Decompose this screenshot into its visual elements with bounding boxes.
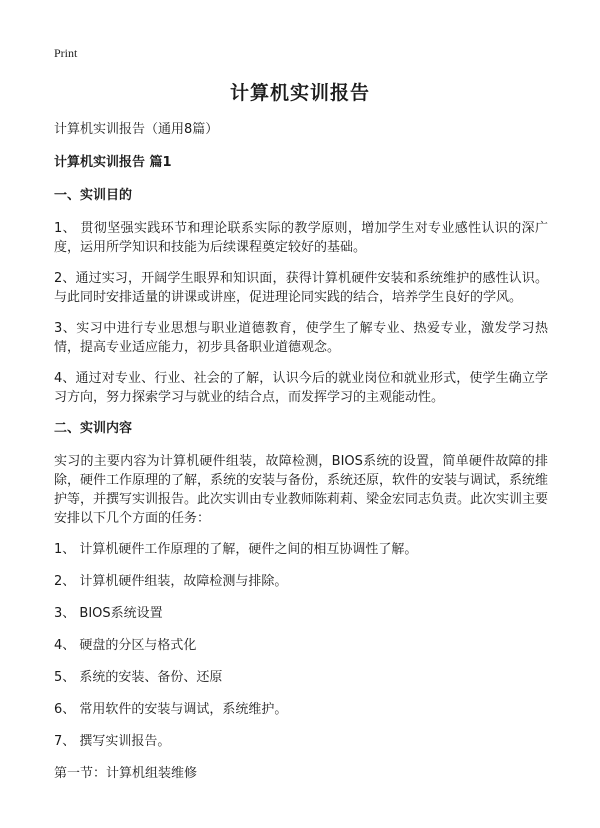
document-subtitle: 计算机实训报告（通用8篇）	[54, 122, 219, 137]
page-title: 计算机实训报告	[229, 82, 370, 104]
heading-purpose: 一、实训目的	[54, 188, 133, 203]
task-item-5: 5、 系统的安装、备份、还原	[54, 670, 223, 685]
task-item-1: 1、 计算机硬件工作原理的了解，硬件之间的相互协调性了解。	[54, 542, 418, 557]
section-heading-1: 第一节：计算机组装维修	[54, 766, 198, 781]
heading-content: 二、实训内容	[54, 421, 133, 436]
task-item-4: 4、 硬盘的分区与格式化	[54, 638, 197, 653]
purpose-paragraph-4: 4、通过对专业、行业、社会的了解，认识今后的就业岗位和就业形式，使学生确立学习方向，努力探索学习与就业的结合点，而发挥学习的主观能动性。	[54, 371, 548, 405]
content-intro-paragraph: 实习的主要内容为计算机硬件组装，故障检测，BIOS系统的设置，简单硬件故障的排除，硬件工作原理的了解，系统的安装与备份，系统还原，软件的安装与调试，系统维护等，并撰写实训报告。此次实训由专业教师陈莉莉、梁金宏同志负责。此次实训主要安排以下几个方面的任务：	[54, 454, 549, 526]
section-title: 计算机实训报告 篇1	[54, 155, 172, 170]
print-link[interactable]: Print	[54, 46, 78, 60]
task-item-2: 2、 计算机硬件组装，故障检测与排除。	[54, 574, 288, 589]
document-body	[54, 120, 548, 796]
purpose-paragraph-1: 1、 贯彻坚强实践环节和理论联系实际的教学原则，增加学生对专业感性认识的深广度，运用所学知识和技能为后续课程奠定较好的基础。	[54, 221, 548, 255]
task-item-6: 6、 常用软件的安装与调试，系统维护。	[54, 702, 288, 717]
purpose-paragraph-3: 3、实习中进行专业思想与职业道德教育，使学生了解专业、热爱专业，激发学习热情，提高专业适应能力，初步具备职业道德观念。	[54, 321, 548, 355]
task-item-7: 7、 撰写实训报告。	[54, 734, 171, 749]
task-item-3: 3、 BIOS系统设置	[54, 606, 163, 621]
purpose-paragraph-2: 2、通过实习，开阔学生眼界和知识面，获得计算机硬件安装和系统维护的感性认识。与此同时安排适量的讲课或讲座，促进理论同实践的结合，培养学生良好的学风。	[54, 271, 548, 305]
